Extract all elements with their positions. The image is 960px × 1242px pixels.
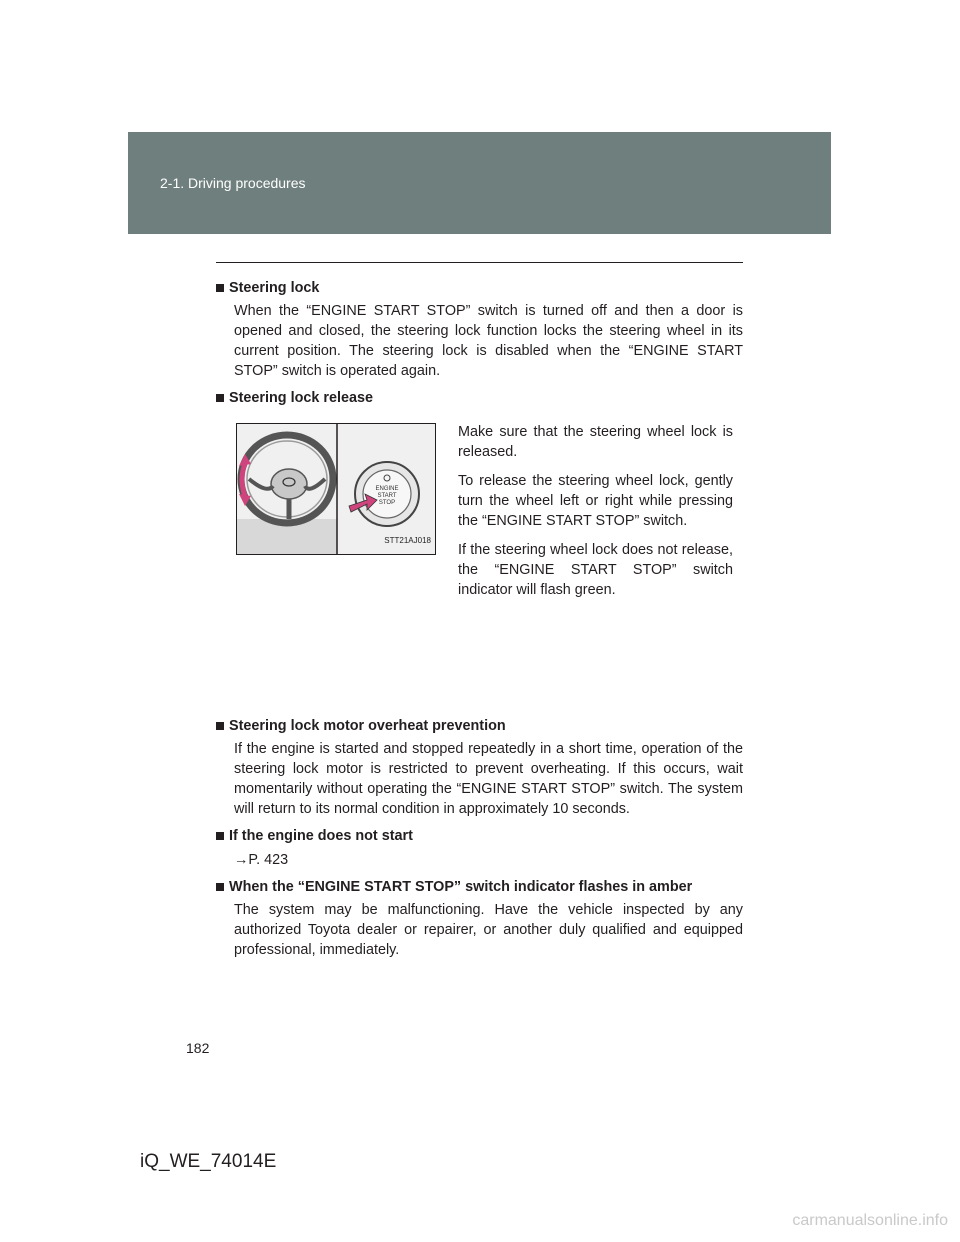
section-text: When the “ENGINE START STOP” switch is turned off and then a door is opened and closed, the steering lock function locks the steering wheel in its current position. The steering lock is disabled when the “ENGINE START STOP” switch is operated again.: [234, 303, 743, 379]
chapter-title: 2-1. Driving procedures: [160, 175, 306, 191]
page-number: 182: [186, 1040, 210, 1056]
steering-hub: [271, 469, 307, 499]
section-heading: Steering lock: [216, 278, 743, 298]
document-code: iQ_WE_74014E: [140, 1151, 277, 1172]
section-heading: Steering lock release: [216, 388, 743, 408]
release-text-1: Make sure that the steering wheel lock is released.: [458, 424, 733, 460]
watermark: carmanualsonline.info: [792, 1212, 948, 1229]
figure-code: STT21AJ018: [384, 536, 431, 545]
section-text: If the engine is started and stopped repeatedly in a short time, operation of the steering lock motor is restricted to prevent overheating. If this occurs, wait momentarily without operating the “ENGINE START STOP” switch. The system will return to its normal condition in approximately 10 seconds.: [234, 741, 743, 817]
section-heading: If the engine does not start: [216, 826, 743, 846]
top-rule: [216, 262, 743, 263]
release-text-3: If the steering wheel lock does not release, the “ENGINE START STOP” switch indicator will flash green.: [458, 542, 733, 598]
illustration-block: [216, 411, 743, 598]
steering-wheel-illustration: [236, 423, 436, 555]
section-overheat: [216, 716, 743, 819]
section-text: The system may be malfunctioning. Have the vehicle inspected by any authorized Toyota dealer or repairer, or another duly qualified and equipped professional, immediately.: [234, 902, 743, 958]
switch-label-3: STOP: [378, 500, 396, 506]
page-reference: →P. 423: [234, 852, 289, 868]
section-steering-lock: [216, 278, 743, 381]
switch-label-1: ENGINE: [375, 486, 399, 492]
page-content: [216, 278, 743, 967]
release-instructions: [458, 422, 733, 609]
release-text-2: To release the steering wheel lock, gently turn the wheel left or right while pressing the “ENGINE START STOP” switch.: [458, 473, 733, 529]
section-amber: [216, 877, 743, 960]
section-heading: When the “ENGINE START STOP” switch indicator flashes in amber: [216, 877, 743, 897]
section-lock-release: [216, 388, 743, 598]
section-no-start: [216, 826, 743, 870]
switch-label-2: START: [377, 493, 397, 499]
section-heading: Steering lock motor overheat prevention: [216, 716, 743, 736]
